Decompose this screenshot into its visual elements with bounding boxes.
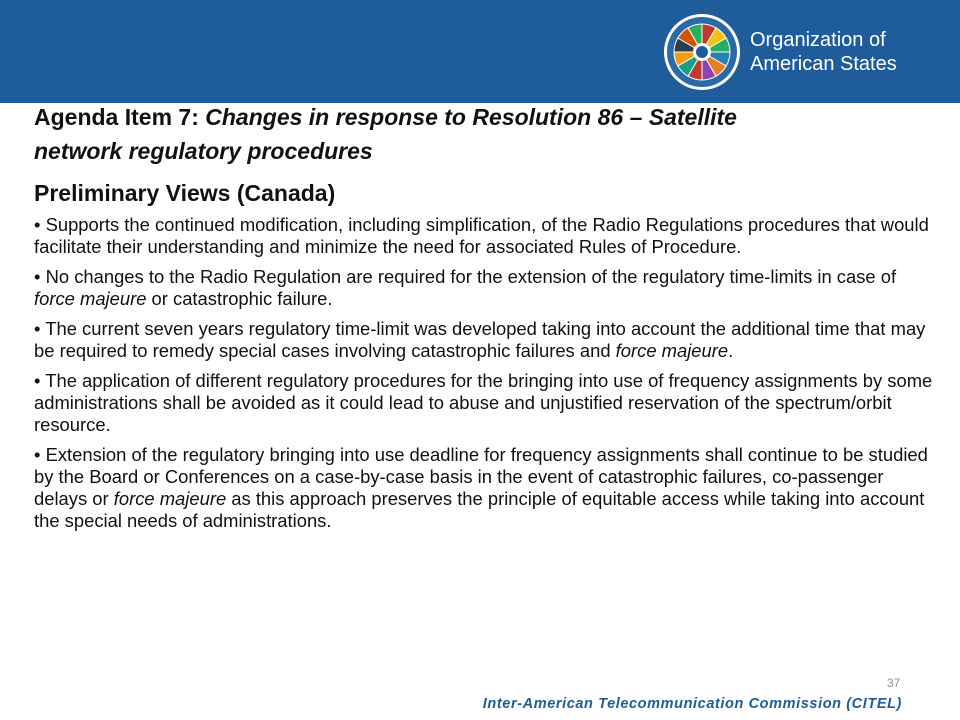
bullet-text-end: or catastrophic failure. [146, 288, 333, 309]
bullet-text-end: . [728, 340, 734, 361]
org-name-line2: American States [750, 53, 897, 75]
bullet-text: The current seven years regulatory time-limit was developed taking into account the additional time that may be required to remedy special cases involving catastrophic failures and [34, 318, 926, 361]
bullet-text: The application of different regulatory procedures for the bringing into use of frequency assignments by some administrations shall be avoided as it could lead to abuse and unjustified reservation of the spectrum/orbit resource. [34, 370, 933, 435]
bullet-item-3 [34, 318, 940, 362]
organization-name [750, 28, 897, 76]
org-name-line1: Organization of [750, 29, 886, 51]
bullet-item-1 [34, 214, 940, 258]
bullet-icon: • [34, 444, 41, 465]
bullet-text: Extension of the regulatory bringing into use deadline for frequency assignments shall continue to be studied by the Board or Conferences on a case-by-case basis in the event of catastrophic failures, co-passenger delays or [34, 444, 928, 509]
bullet-text: Supports the continued modification, including simplification, of the Radio Regulations procedures that would facilitate their understanding and minimize the need for associated Rules of Procedure. [34, 214, 929, 257]
bullet-icon: • [34, 214, 41, 235]
title-italic-part1: Changes in response to Resolution 86 – Satellite [205, 104, 737, 130]
bullet-text-end: as this approach preserves the principle of equitable access while taking into account the special needs of administrations. [34, 488, 925, 531]
bullet-icon: • [34, 370, 41, 391]
bullet-text: No changes to the Radio Regulation are required for the extension of the regulatory time-limits in case of [45, 266, 897, 287]
bullet-italic-text: force majeure [615, 340, 729, 361]
bullet-icon: • [34, 266, 41, 287]
slide-subtitle: Preliminary Views (Canada) [34, 180, 336, 206]
slide-title [34, 100, 940, 168]
bullet-italic-text: force majeure [113, 488, 227, 509]
bullet-item-2 [34, 266, 940, 310]
page-number: 37 [887, 676, 901, 690]
bullet-item-4 [34, 370, 940, 436]
title-prefix: Agenda Item 7: [34, 104, 206, 130]
title-italic-part2: network regulatory procedures [34, 138, 373, 164]
slide-content [34, 100, 940, 540]
oas-seal-logo [662, 12, 742, 92]
bullet-italic-text: force majeure [34, 288, 147, 309]
bullet-item-5 [34, 444, 940, 532]
header-banner [0, 0, 960, 103]
bullet-icon: • [34, 318, 41, 339]
footer-commission: Inter-American Telecommunication Commission (CITEL) [482, 696, 902, 712]
